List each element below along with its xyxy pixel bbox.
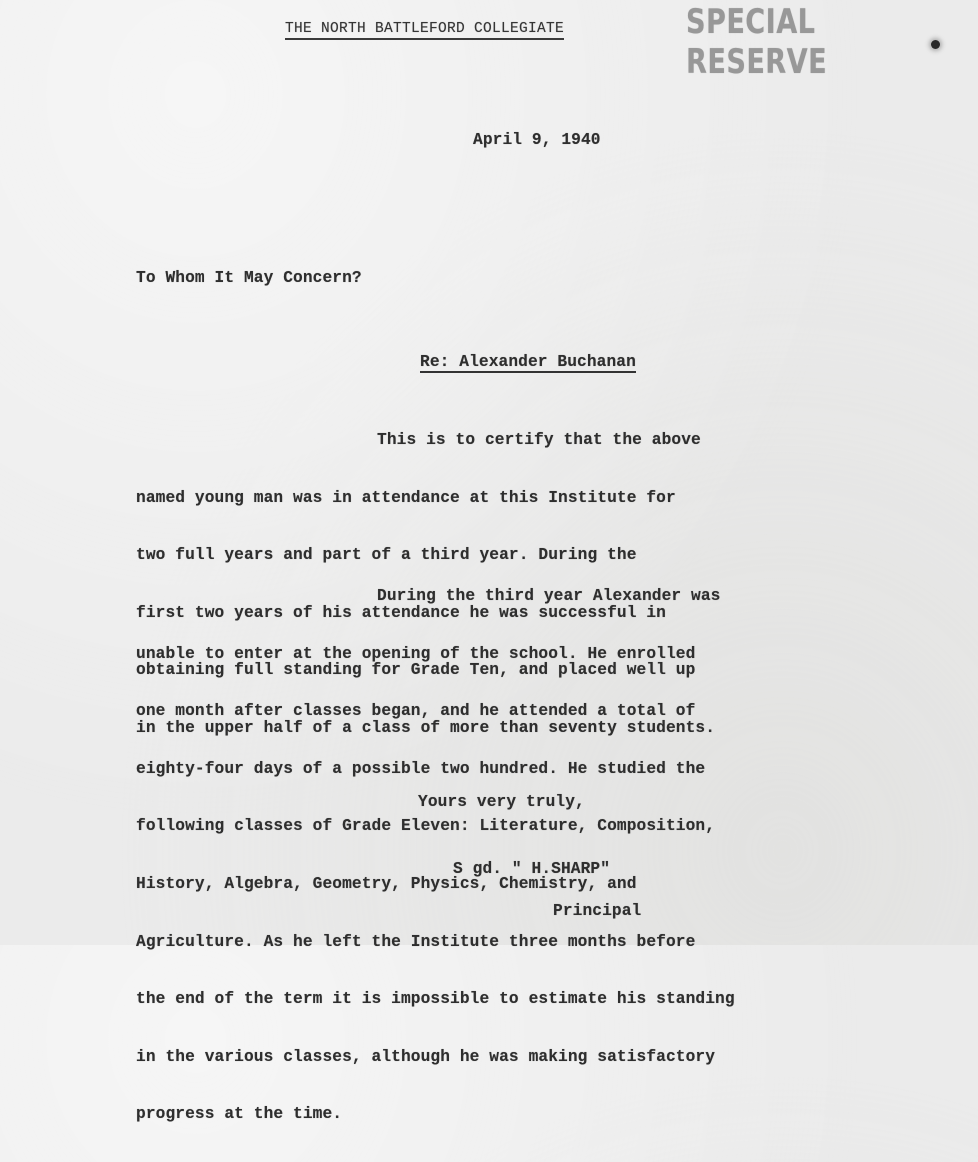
signer-title: Principal [553, 902, 642, 920]
paragraph-line: in the various classes, although he was making satisfactory [136, 1047, 716, 1066]
signature-line: S gd. " H.SHARP" [453, 860, 611, 878]
paragraph-line: unable to enter at the opening of the school. He enrolled [136, 644, 696, 663]
salutation: To Whom It May Concern? [136, 269, 362, 287]
paragraph-line: During the third year Alexander was [377, 587, 721, 605]
paragraph-line: obtaining full standing for Grade Ten, and placed well up [136, 661, 696, 680]
special-reserve-stamp: SPECIAL RESERVE [686, 2, 828, 82]
subject-line: Re: Alexander Buchanan [420, 353, 636, 371]
paragraph-line: the end of the term it is impossible to estimate his standing [136, 990, 735, 1009]
complimentary-close: Yours very truly, [418, 793, 585, 811]
paragraph-line: History, Algebra, Geometry, Physics, Chemistry, and [136, 874, 637, 893]
paragraph-line: named young man was in attendance at this Institute for [136, 488, 676, 507]
letter-date: April 9, 1940 [473, 131, 601, 149]
paragraph-line: progress at the time. [136, 1105, 343, 1124]
paragraph-line: This is to certify that the above [377, 431, 701, 449]
body-paragraph-2 [136, 550, 735, 1162]
paragraph-line: first two years of his attendance he was successful in [136, 603, 666, 622]
paragraph-line: following classes of Grade Eleven: Literature, Composition, [136, 817, 716, 836]
paragraph-line: Agriculture. As he left the Institute three months before [136, 932, 696, 951]
paragraph-line: two full years and part of a third year. During the [136, 546, 637, 565]
paragraph-line: one month after classes began, and he attended a total of [136, 702, 696, 721]
ink-blot-mark [931, 40, 940, 49]
paragraph-line: eighty-four days of a possible two hundred. He studied the [136, 759, 706, 778]
school-letterhead: THE NORTH BATTLEFORD COLLEGIATE [285, 21, 564, 40]
paragraph-line: in the upper half of a class of more than seventy students. [136, 718, 716, 737]
